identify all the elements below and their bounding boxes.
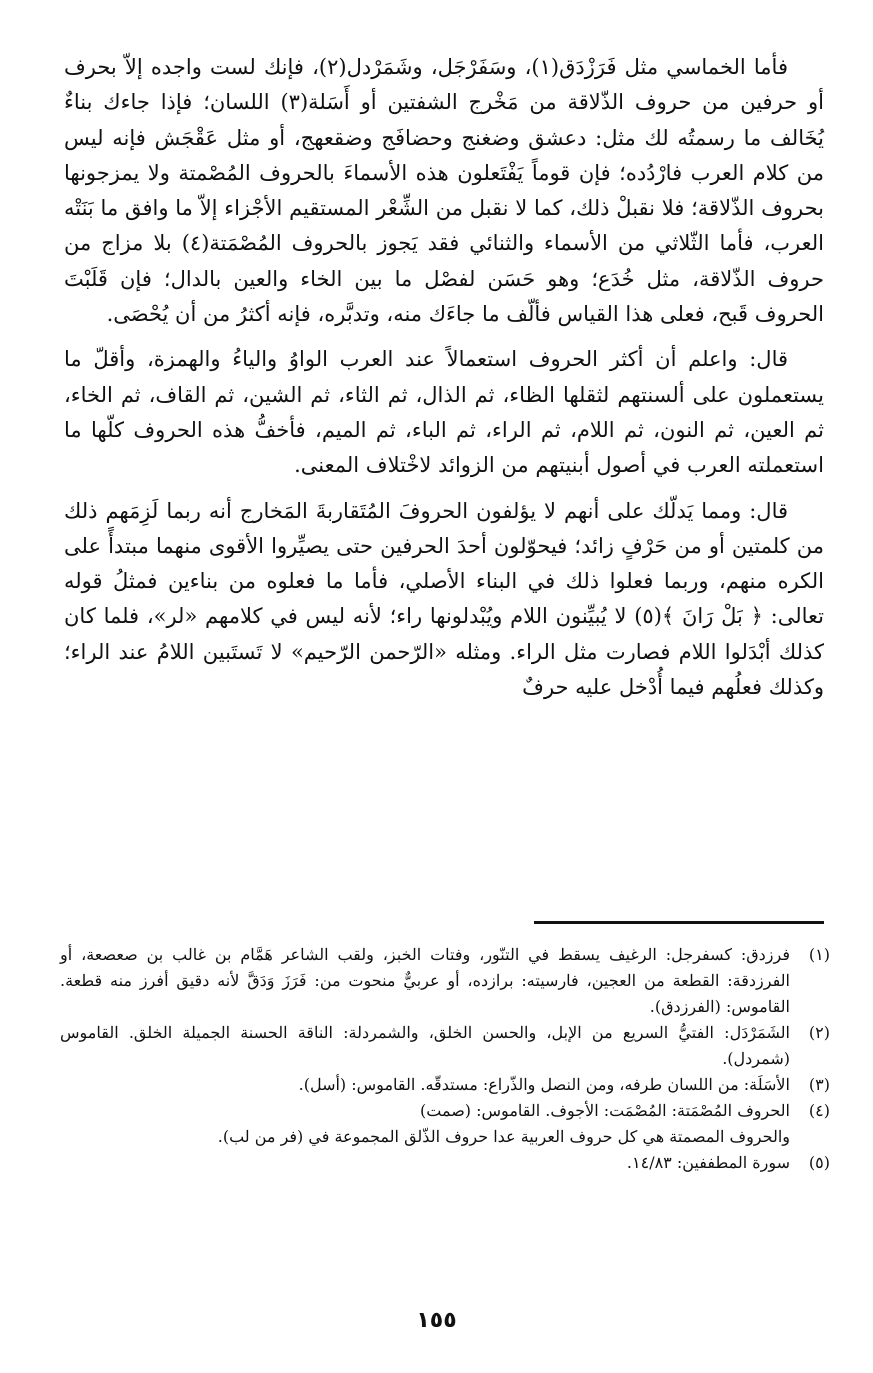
footnote-text: سورة المطففين: ١٤/٨٣. [626, 1153, 790, 1172]
footnote-number: (٣) [808, 1075, 830, 1094]
paragraph-text: فأما الخماسي مثل فَرَزْدَق(١)، وسَفَرْجَل، وشَمَرْدل(٢)، فإنك لست واجده إلاّ بحرف أو حرفين من حروف الذّلاقة من مَخْرج الشفتين أو أَسَلة(٣) اللسان؛ فإذا جاءك بناءٌ يُخَالف ما رسمتُه لك مثل: دعشق وضغنج وحضافَج وضقعهج، أو مثل عَقْجَش فإنه ليس من كلام العرب فارْدُده؛ فإن قوماً يَفْتَعلون هذه الأسماءَ بالحروف المُصْمتة ولا يمزجونها بحروف الذّلاقة؛ فلا نقبلْ ذلك، كما لا نقبل من الشِّعْر المستقيم الأجْزاء إلاّ ما وافق ما بَنَتْه العرب، فأما الثّلاثي من الأسماء والثنائي فقد يَجوز بالحروف المُصْمَتة(٤) بلا مزاج من حروف الذّلاقة، مثل خُدَع؛ وهو حَسَن لفصْل ما بين الخاء والعين بالدال؛ فإن قَلَبْتَ الحروف قَبح، فعلى هذا القياس فألّف ما جاءَك منه، وتدبَّره، فإنه أكثرُ من أن يُحْصَى. [64, 55, 824, 327]
footnote-text: فرزدق: كسفرجل: الرغيف يسقط في التنّور، وفتات الخبز، ولقب الشاعر هَمَّام بن غالب بن صعصعة، أو الفرزدقة: القطعة من العجين، فارسيته: برازده، أو عربيٌّ منحوت من: فَرَزَ وَدَقَّ لأنه دقيق أفرز منه قطعة. القاموس: (الفرزدق). [60, 945, 790, 1016]
footnote [60, 1150, 830, 1176]
footnote [60, 1098, 830, 1124]
footnote-number: (٢) [808, 1023, 830, 1042]
footnote [60, 1020, 830, 1072]
paragraph-text: قال: ومما يَدلّك على أنهم لا يؤلفون الحروفَ المُتَقاربةَ المَخارج أنه ربما لَزِمَهم ذلك من كلمتين أو من حَرْفٍ زائد؛ فيحوّلون أحدَ الحرفين حتى يصيِّروا الأقوى منهما مبتدأً على الكره منهم، وربما فعلوا ذلك في البناء الأصلي، فأما ما فعلوه من بناءين فمثلُ قوله تعالى: ﴿ بَلْ رَانَ ﴾(٥) لا يُبيِّنون اللام ويُبْدلونها راء؛ لأنه ليس في كلامهم «لر»، فلما كان كذلك أبْدَلوا اللام فصارت مثل الراء. ومثله «الرّحمن الرّحيم» لا تَستَبين اللامُ عند الراء؛ وكذلك فعلُهم فيما أُدْخل عليه حرفٌ [64, 498, 824, 700]
paragraph-text: قال: واعلم أن أكثر الحروف استعمالاً عند العرب الواوُ والياءُ والهمزة، وأقلّ ما يستعملون على ألسنتهم لثقلها الظاء، ثم الذال، ثم الثاء، ثم الشين، ثم القاف، ثم الخاء، ثم العين، ثم النون، ثم اللام، ثم الراء، ثم الباء، ثم الميم، فأخفُّ هذه الحروف كلّها ما استعملته العرب في أصول أبنيتهم من الزوائد لاخْتلاف المعنى. [64, 347, 824, 478]
footnote [60, 942, 830, 1020]
main-text [64, 50, 824, 705]
paragraph [64, 50, 824, 332]
page-number: ١٥٥ [416, 1308, 457, 1333]
footnote-number: (١) [808, 945, 830, 964]
footnotes [60, 942, 830, 1176]
footnote-text: الحروف المُصْمَتة: المُصْمَت: الأجوف. القاموس: (صمت) [420, 1101, 790, 1120]
footnote-extra-text: والحروف المصمتة هي كل حروف العربية عدا حروف الذّلق المجموعة في (فر من لب). [217, 1127, 790, 1146]
footnote-continuation [60, 1124, 830, 1150]
footnote-text: الأسَلَة: من اللسان طرفه، ومن النصل والذّراع: مستدقّه. القاموس: (أسل). [298, 1075, 790, 1094]
paragraph [64, 494, 824, 706]
footnote-number: (٤) [808, 1101, 830, 1120]
footnote-text: الشَمَرْدَل: الفتيُّ السريع من الإبل، والحسن الخلق، والشمردلة: الناقة الحسنة الجميلة الخلق. القاموس (شمردل). [60, 1023, 790, 1068]
footnote-separator [534, 921, 824, 924]
footnote-number: (٥) [808, 1153, 830, 1172]
footnote [60, 1072, 830, 1098]
paragraph [64, 342, 824, 483]
